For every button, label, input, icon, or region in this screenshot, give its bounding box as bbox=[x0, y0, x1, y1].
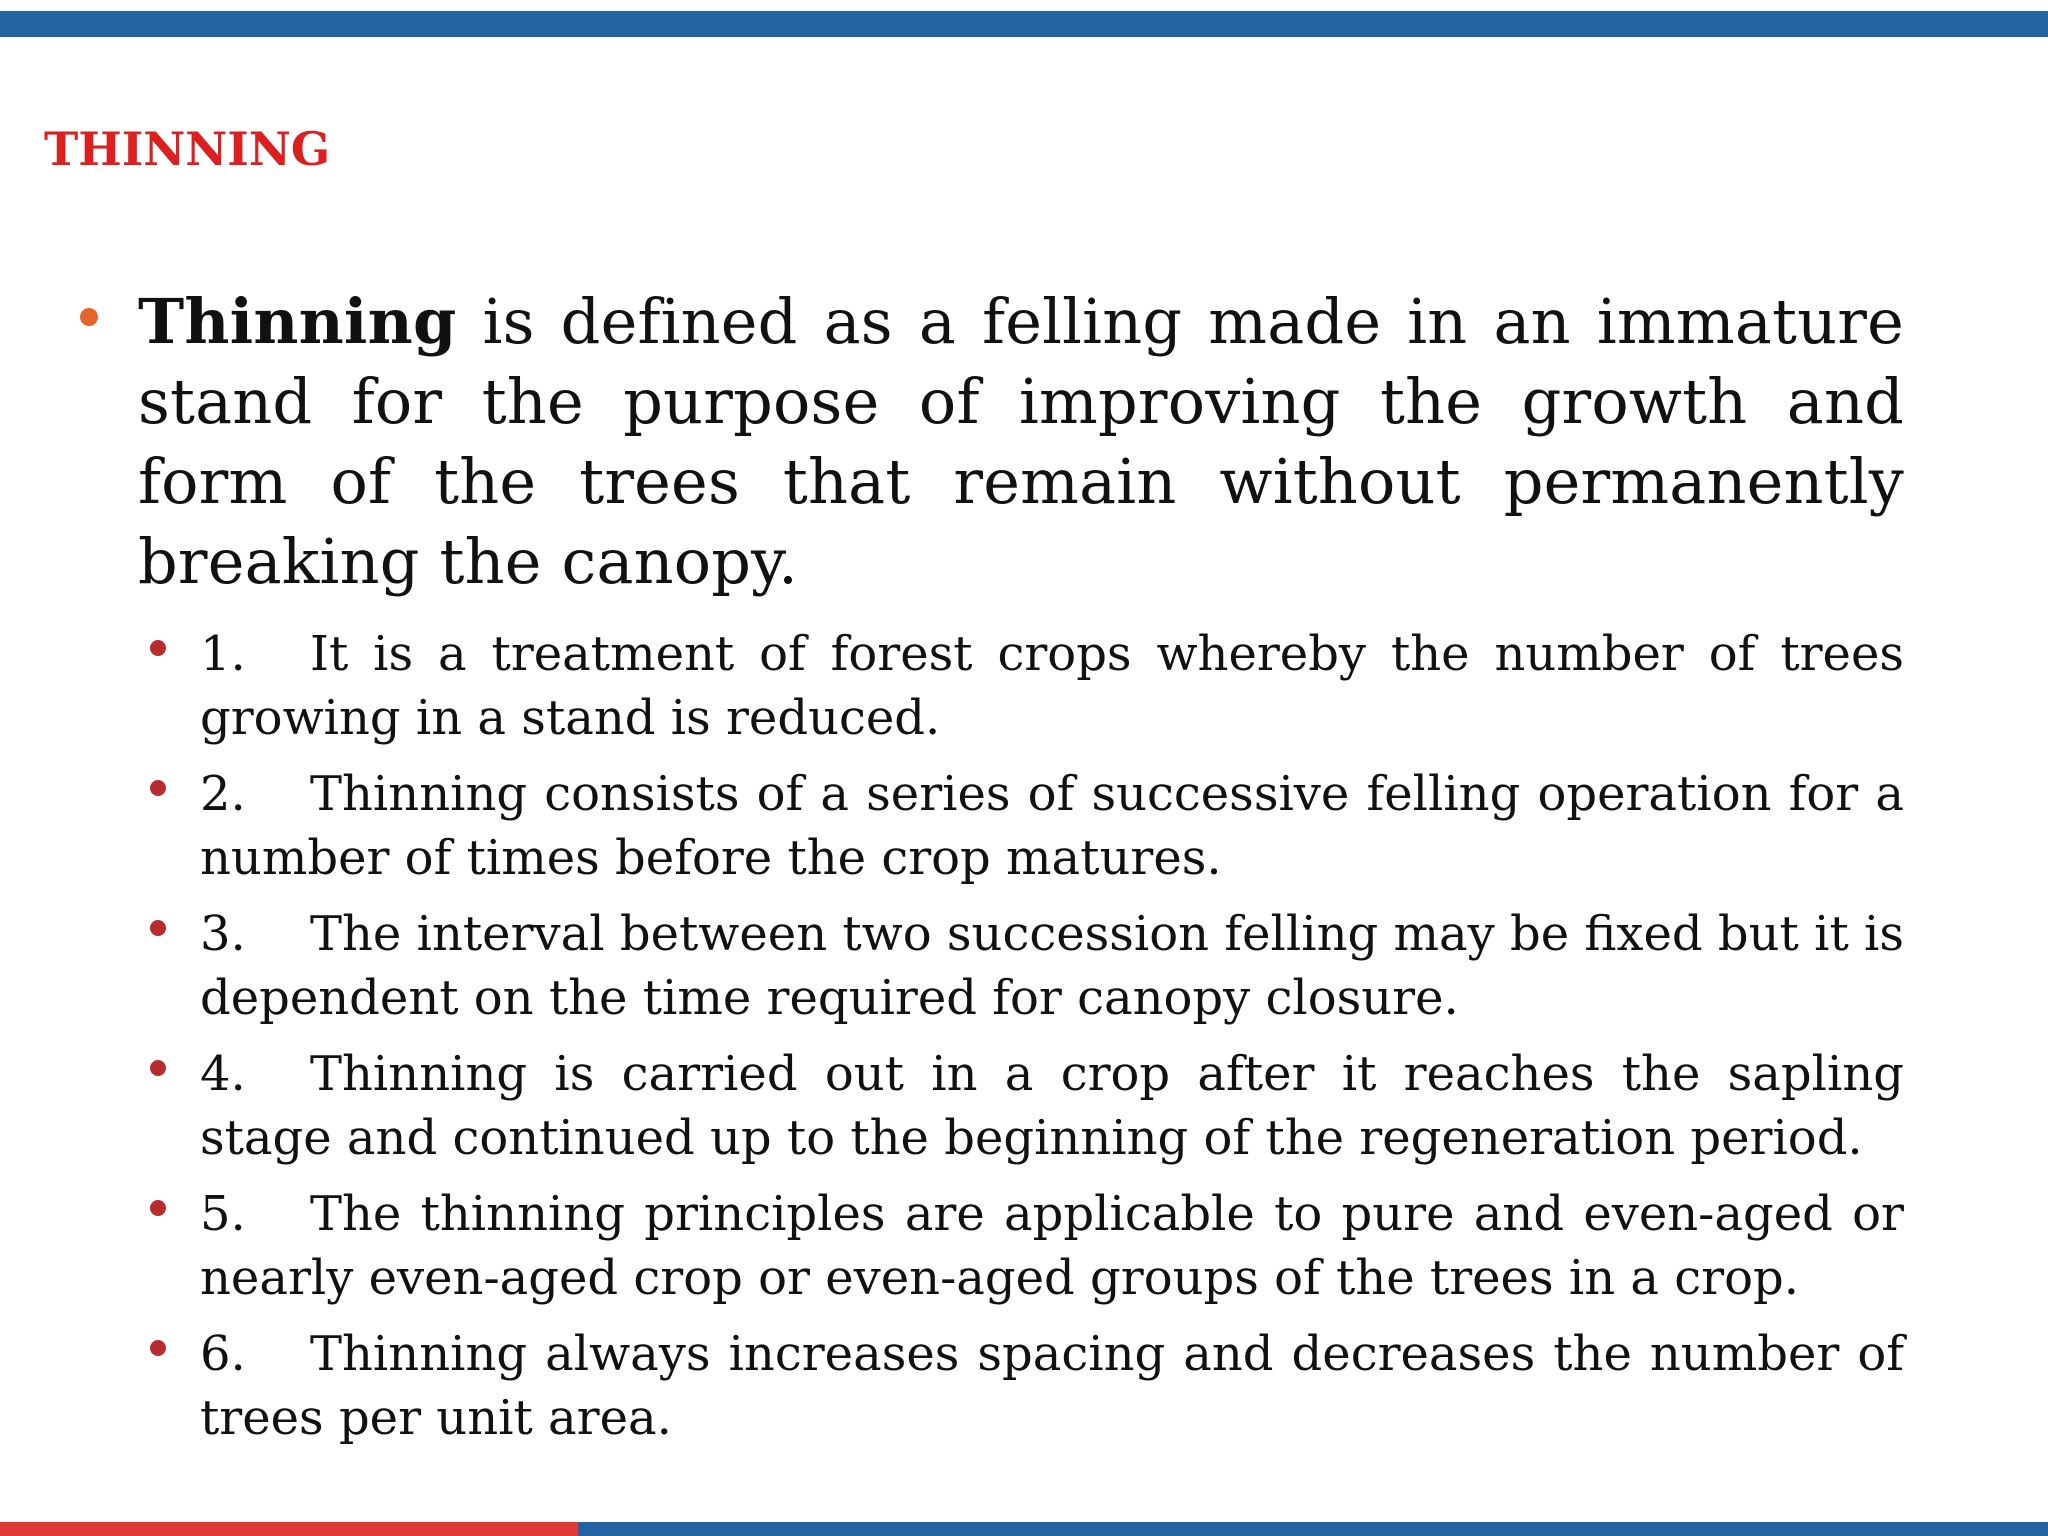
item-number: 2. bbox=[200, 766, 246, 822]
item-text: The thinning principles are applicable to pure and even-aged or nearly even-aged crop or even-aged groups of the trees in a crop. bbox=[200, 1186, 1904, 1306]
bottom-bar-red-segment bbox=[0, 1522, 578, 1536]
main-definition bbox=[138, 282, 1904, 602]
main-term: Thinning bbox=[138, 285, 457, 358]
item-number: 4. bbox=[200, 1046, 246, 1102]
bottom-accent-bar bbox=[0, 1522, 2048, 1536]
list-item bbox=[200, 1042, 1904, 1170]
slide-title: THINNING bbox=[44, 122, 331, 176]
item-number: 3. bbox=[200, 906, 246, 962]
bullet-icon bbox=[150, 920, 166, 936]
bottom-bar-blue-segment bbox=[578, 1522, 2048, 1536]
list-item bbox=[200, 762, 1904, 890]
item-text: Thinning consists of a series of successive felling operation for a number of times before the crop matures. bbox=[200, 766, 1904, 886]
list-item bbox=[200, 1182, 1904, 1310]
item-text: Thinning is carried out in a crop after it reaches the sapling stage and continued up to the beginning of the regeneration period. bbox=[200, 1046, 1904, 1166]
bullet-icon bbox=[150, 1200, 166, 1216]
bullet-icon bbox=[150, 780, 166, 796]
list-item bbox=[200, 622, 1904, 750]
thinning-points-list bbox=[200, 622, 1904, 1462]
list-item bbox=[200, 902, 1904, 1030]
bullet-icon bbox=[150, 1060, 166, 1076]
item-text: Thinning always increases spacing and decreases the number of trees per unit area. bbox=[200, 1326, 1904, 1446]
item-text: It is a treatment of forest crops whereby the number of trees growing in a stand is reduced. bbox=[200, 626, 1904, 746]
item-text: The interval between two succession felling may be fixed but it is dependent on the time required for canopy closure. bbox=[200, 906, 1904, 1026]
bullet-icon bbox=[150, 640, 166, 656]
item-number: 1. bbox=[200, 626, 246, 682]
main-bullet-icon bbox=[80, 308, 98, 326]
list-item bbox=[200, 1322, 1904, 1450]
top-accent-bar bbox=[0, 11, 2048, 37]
item-number: 5. bbox=[200, 1186, 246, 1242]
bullet-icon bbox=[150, 1340, 166, 1356]
main-definition-text: is defined as a felling made in an immature stand for the purpose of improving the growth and form of the trees that remain without permanently breaking the canopy. bbox=[138, 285, 1904, 598]
item-number: 6. bbox=[200, 1326, 246, 1382]
